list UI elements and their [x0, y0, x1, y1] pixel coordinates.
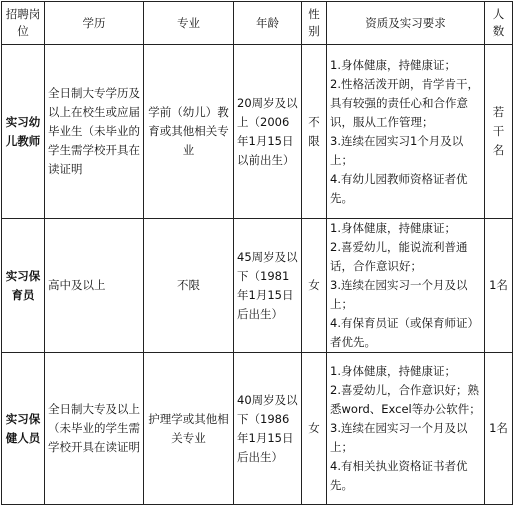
age-cell: 40周岁及以下（1986年1月15日后出生）: [234, 353, 302, 505]
requirement-item: 4.有保育员证（或保育师证）者优先。: [330, 316, 479, 349]
requirement-item: 1.身体健康，持健康证；: [330, 364, 456, 378]
requirement-item: 3.连续在园实习一个月及以上；: [330, 421, 468, 454]
count-cell: 1名: [485, 219, 513, 353]
count-cell: 1名: [485, 353, 513, 505]
table-row: [2, 45, 513, 219]
gender-cell: 不限: [302, 45, 327, 219]
table-header-row: [2, 2, 513, 45]
major-cell: 不限: [144, 219, 234, 353]
age-cell: 45周岁及以下（1981年1月15日后出生）: [234, 219, 302, 353]
post-cell: 实习保育员: [2, 219, 45, 353]
requirement-item: 2.喜爱幼儿，能说流利普通话，合作意识好；: [330, 240, 468, 273]
major-cell: 学前（幼儿）教育或其他相关专业: [144, 45, 234, 219]
education-cell: 高中及以上: [45, 219, 144, 353]
count-cell: 若干名: [485, 45, 513, 219]
education-cell: 全日制大专学历及以上在校生或应届毕业生（未毕业的学生需学校开具在读证明: [45, 45, 144, 219]
requirement-item: 3.连续在园实习一个月及以上；: [330, 278, 468, 311]
requirement-item: 4.有相关执业资格证书者优先。: [330, 459, 468, 492]
header-major: 专业: [144, 2, 234, 45]
header-requirements: 资质及实习要求: [327, 2, 485, 45]
requirement-item: 4.有幼儿园教师资格证者优先。: [330, 171, 468, 205]
recruitment-table: [1, 1, 513, 505]
education-cell: 全日制大专及以上（未毕业的学生需学校开具在读证明: [45, 353, 144, 505]
header-post: 招聘岗位: [2, 2, 45, 45]
requirement-item: 2.性格活泼开朗，肯学肯干，具有较强的责任心和合作意识，服从工作管理；: [330, 76, 479, 129]
header-education: 学历: [45, 2, 144, 45]
table-row: [2, 353, 513, 505]
requirements-cell: [327, 45, 485, 219]
gender-cell: 女: [302, 353, 327, 505]
post-cell: 实习保健人员: [2, 353, 45, 505]
requirements-cell: [327, 353, 485, 505]
header-count: 人数: [485, 2, 513, 45]
major-cell: 护理学或其他相关专业: [144, 353, 234, 505]
gender-cell: 女: [302, 219, 327, 353]
age-cell: 20周岁及以上（2006年1月15日以前出生）: [234, 45, 302, 219]
post-cell: 实习幼儿教师: [2, 45, 45, 219]
requirement-item: 2.喜爱幼儿，合作意识好；熟悉word、Excel等办公软件；: [330, 383, 481, 416]
requirements-cell: [327, 219, 485, 353]
header-gender: 性别: [302, 2, 327, 45]
requirement-item: 1.身体健康，持健康证；: [330, 57, 456, 72]
requirement-item: 3.连续在园实习1个月及以上；: [330, 133, 464, 167]
requirement-item: 1.身体健康，持健康证；: [330, 221, 456, 235]
table-row: [2, 219, 513, 353]
header-age: 年龄: [234, 2, 302, 45]
